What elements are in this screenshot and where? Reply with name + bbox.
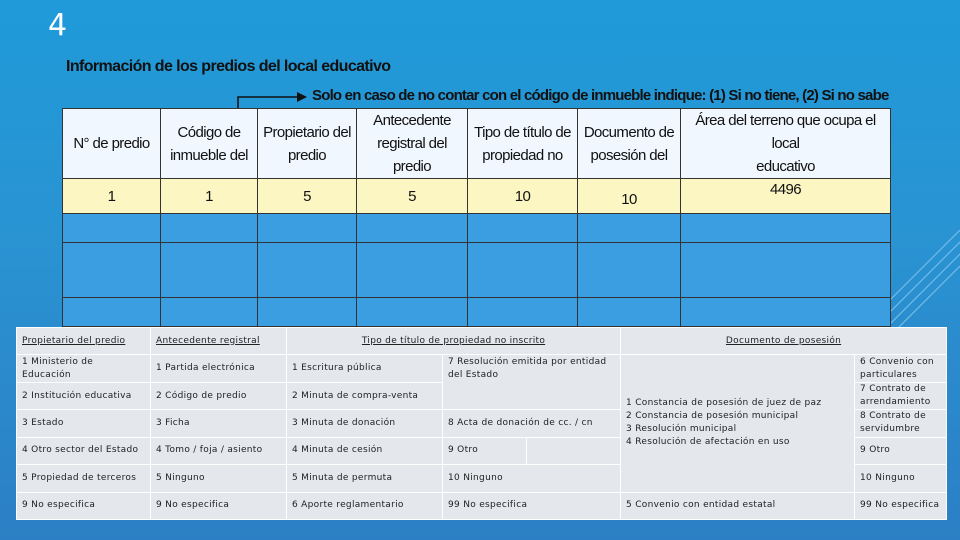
documento-block: 1 Constancia de posesión de juez de paz 2 Constancia de posesión municipal 3 Resolución municipal 4 Resolución de afectación en uso [621, 355, 855, 492]
empty-cell[interactable] [578, 243, 681, 298]
empty-cell[interactable] [681, 243, 891, 298]
empty-cell[interactable] [258, 298, 357, 327]
predios-table [62, 108, 891, 327]
list-item: 9 No especifica 9 No especifica 6 Aporte reglamentario 99 No especifica 5 Convenio con entidad estatal 99 No especifica [17, 492, 947, 519]
empty-cell[interactable] [258, 214, 357, 243]
header-propietario: Propietario del predio [258, 109, 357, 179]
cell-area[interactable]: 4496 [681, 179, 891, 214]
list-item: 1 Ministerio de Educación 1 Partida electrónica 1 Escritura pública 7 Resolución emitida por entidad del Estado 1 Constancia de posesión de juez de paz 2 Constancia de posesión municipal 3 Resolución municipal 4 Resolución de afectación en uso 6 Convenio con particulares [17, 355, 947, 382]
list-item: 5 Propiedad de terceros 5 Ninguno 5 Minuta de permuta 10 Ninguno 10 Ninguno [17, 465, 947, 492]
cell-tipo-titulo[interactable]: 10 [468, 179, 578, 214]
header-documento: Documento de posesión del [578, 109, 681, 179]
legend-header-tipo: Tipo de título de propiedad no inscrito [287, 328, 621, 355]
empty-cell[interactable] [161, 214, 258, 243]
cell-propietario[interactable]: 5 [258, 179, 357, 214]
empty-cell[interactable] [258, 243, 357, 298]
table-row-empty [63, 243, 891, 298]
legend-header-row [17, 328, 947, 355]
table-row-empty [63, 214, 891, 243]
empty-cell[interactable] [681, 298, 891, 327]
code-note: Solo en caso de no contar con el código de inmueble indique: (1) Si no tiene, (2) Si no sabe [312, 87, 889, 104]
empty-cell[interactable] [578, 298, 681, 327]
cell-documento[interactable]: 10 [578, 179, 681, 214]
legend-header-documento: Documento de posesión [621, 328, 947, 355]
legend-header-propietario: Propietario del predio [17, 328, 151, 355]
header-tipo-titulo: Tipo de título de propiedad no [468, 109, 578, 179]
empty-cell[interactable] [681, 214, 891, 243]
empty-cell[interactable] [468, 243, 578, 298]
list-item: 3 Estado 3 Ficha 3 Minuta de donación 8 Acta de donación de cc. / cn 8 Contrato de servidumbre [17, 410, 947, 437]
empty-cell[interactable] [161, 243, 258, 298]
cell-antecedente[interactable]: 5 [357, 179, 468, 214]
cell-codigo[interactable]: 1 [161, 179, 258, 214]
empty-cell[interactable] [578, 214, 681, 243]
cell-n-predio[interactable]: 1 [63, 179, 161, 214]
slide-number: 4 [48, 8, 68, 43]
empty-cell[interactable] [357, 214, 468, 243]
list-item: 4 Otro sector del Estado 4 Tomo / foja / asiento 4 Minuta de cesión 9 Otro 9 Otro [17, 437, 947, 464]
empty-cell[interactable] [357, 298, 468, 327]
legend-table [16, 327, 947, 520]
empty-cell[interactable] [63, 243, 161, 298]
empty-cell[interactable] [161, 298, 258, 327]
empty-cell[interactable] [468, 298, 578, 327]
empty-cell[interactable] [468, 214, 578, 243]
empty-cell[interactable] [63, 214, 161, 243]
header-antecedente: Antecedente registral del predio [357, 109, 468, 179]
table-row [63, 179, 891, 214]
table-header-row [63, 109, 891, 179]
empty-cell[interactable] [63, 298, 161, 327]
header-codigo: Código de inmueble del [161, 109, 258, 179]
header-area: Área del terreno que ocupa el local educativo [681, 109, 891, 179]
empty-cell[interactable] [357, 243, 468, 298]
legend-header-antecedente: Antecedente registral [151, 328, 287, 355]
section-heading: Información de los predios del local educativo [66, 58, 391, 75]
table-row-empty [63, 298, 891, 327]
list-item: 2 Institución educativa 2 Código de predio 2 Minuta de compra-venta 7 Contrato de arrendamiento [17, 382, 947, 409]
header-n-predio: N° de predio [63, 109, 161, 179]
